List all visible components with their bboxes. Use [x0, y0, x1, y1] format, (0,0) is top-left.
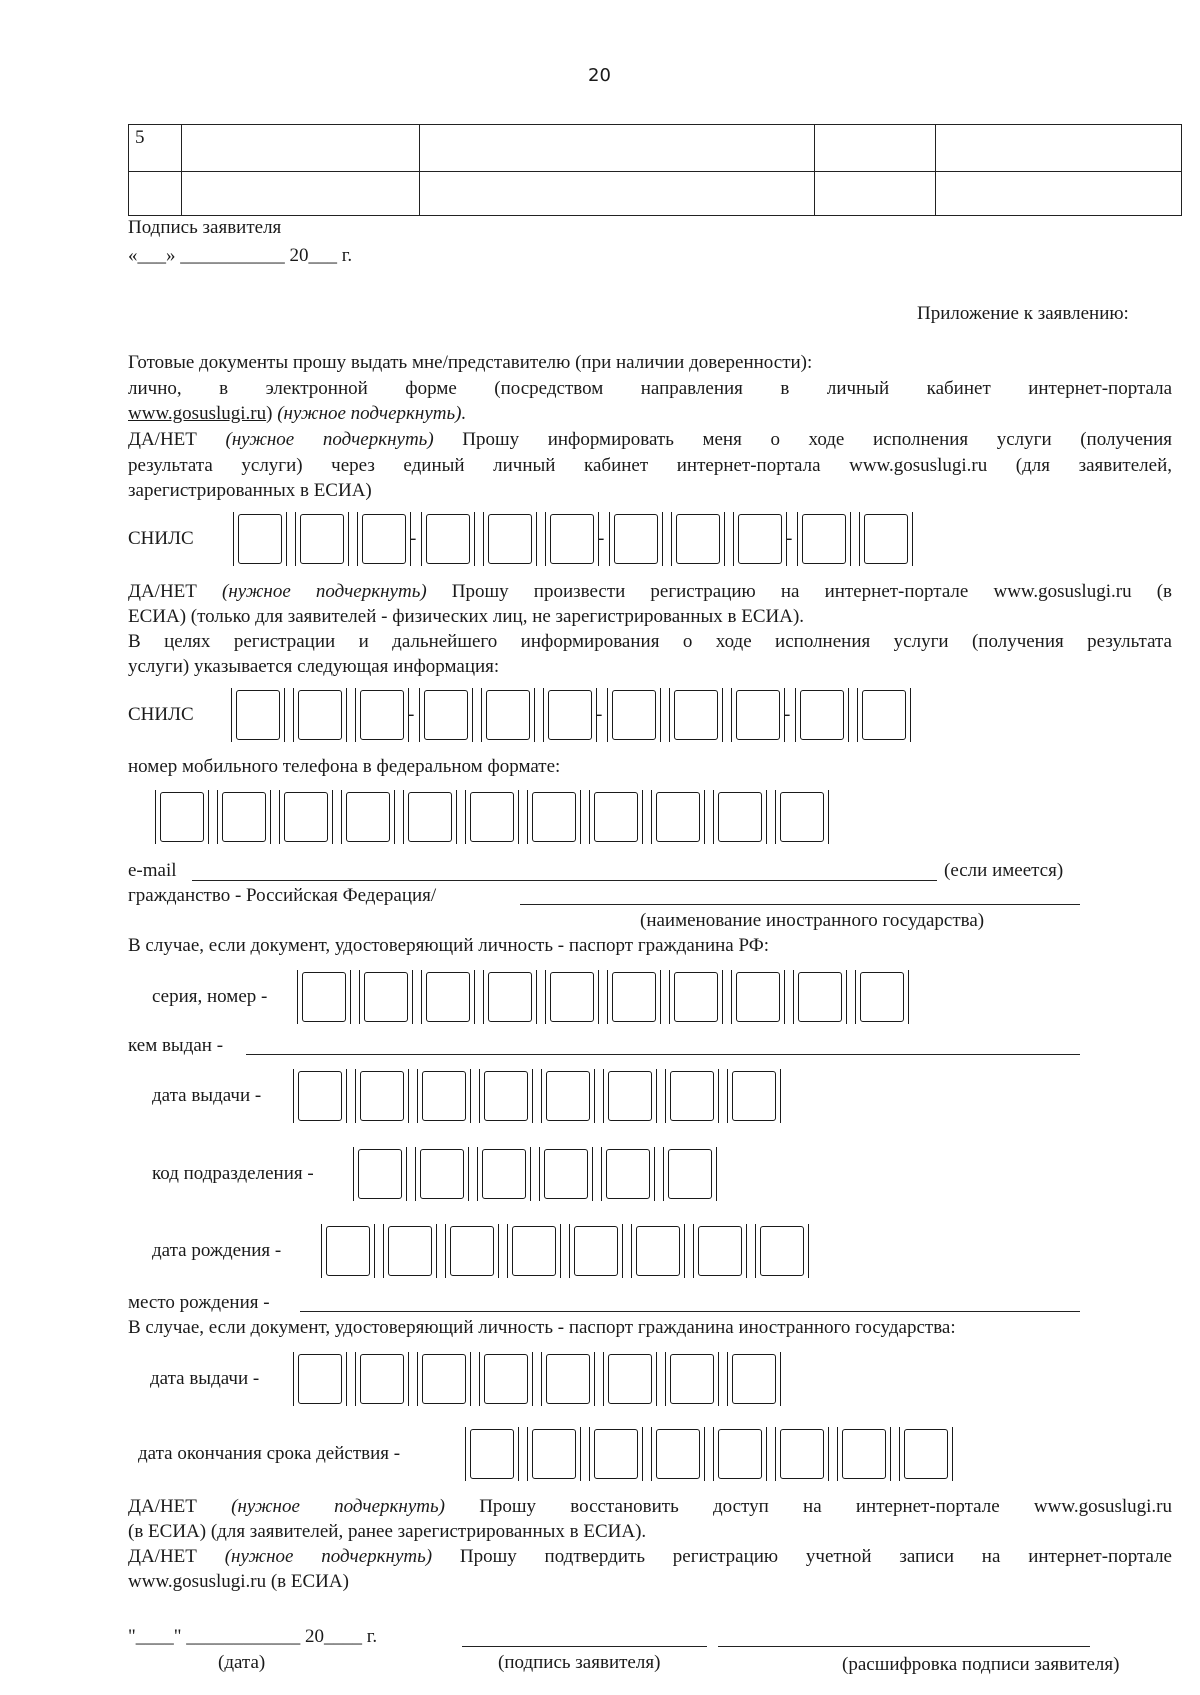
rf-passport-heading: В случае, если документ, удостоверяющий личность - паспорт гражданина РФ:	[128, 935, 769, 956]
delivery-line-1: Готовые документы прошу выдать мне/представителю (при наличии доверенности):	[128, 352, 813, 373]
digit-box[interactable]	[608, 1354, 652, 1404]
register-line-2: ЕСИА) (только для заявителей - физических лиц, не зарегистрированных в ЕСИА).	[128, 606, 805, 627]
digit-box[interactable]	[674, 972, 718, 1022]
confirm-line-1: ДА/НЕТ (нужное подчеркнуть) Прошу подтвердить регистрацию учетной записи на интернет-портале	[128, 1546, 1172, 1567]
restore-line-2: (в ЕСИА) (для заявителей, ранее зарегистрированных в ЕСИА).	[128, 1521, 647, 1542]
digit-box[interactable]	[732, 1071, 776, 1121]
delivery-line-2: лично, в электронной форме (посредством направления в личный кабинет интернет-портала	[128, 378, 1172, 399]
digit-box[interactable]	[670, 1354, 714, 1404]
digit-box[interactable]	[864, 514, 908, 564]
email-suffix: (если имеется)	[944, 860, 1064, 881]
digit-box[interactable]	[842, 1429, 886, 1479]
phone-input[interactable]	[160, 792, 842, 842]
digit-box[interactable]	[594, 1429, 638, 1479]
appendix-label: Приложение к заявлению:	[917, 303, 1129, 324]
table-cell[interactable]	[936, 171, 1182, 216]
signature-date-line: «___» ___________ 20___ г.	[128, 245, 353, 266]
digit-box[interactable]	[238, 514, 282, 564]
bottom-date-line[interactable]: "____" ____________ 20____ г.	[128, 1626, 378, 1647]
email-field[interactable]	[192, 880, 937, 881]
digit-box[interactable]	[738, 514, 782, 564]
register-line-3: В целях регистрации и дальнейшего информирования о ходе исполнения услуги (получения результата	[128, 631, 1172, 652]
table-cell	[129, 171, 182, 216]
decoding-hint: (расшифровка подписи заявителя)	[842, 1654, 1120, 1675]
digit-box[interactable]	[608, 1071, 652, 1121]
delivery-line-3: www.gosuslugi.ru) (нужное подчеркнуть).	[128, 403, 467, 424]
digit-box[interactable]	[674, 690, 718, 740]
signature-hint: (подпись заявителя)	[498, 1652, 661, 1673]
signature-field[interactable]	[462, 1646, 707, 1647]
digit-box[interactable]	[364, 972, 408, 1022]
digit-box[interactable]	[780, 1429, 824, 1479]
digit-box[interactable]	[612, 690, 656, 740]
digit-box[interactable]	[484, 1354, 528, 1404]
digit-box[interactable]	[362, 514, 406, 564]
digit-box[interactable]	[860, 972, 904, 1022]
snils-label: СНИЛС	[128, 704, 194, 725]
snils-input-1[interactable]	[238, 514, 926, 564]
signature-label: Подпись заявителя	[128, 217, 282, 238]
foreign-passport-heading: В случае, если документ, удостоверяющий личность - паспорт гражданина иностранного государства:	[128, 1317, 956, 1338]
digit-box[interactable]	[656, 1429, 700, 1479]
table-cell: 5	[129, 125, 182, 172]
dash-separator: -	[596, 704, 603, 725]
digit-box[interactable]	[450, 1226, 494, 1276]
birth-place-label: место рождения -	[128, 1292, 270, 1313]
inform-line-3: зарегистрированных в ЕСИА)	[128, 480, 372, 501]
digit-box[interactable]	[798, 972, 842, 1022]
digit-box[interactable]	[532, 792, 576, 842]
digit-box[interactable]	[698, 1226, 742, 1276]
table-cell[interactable]	[182, 125, 420, 172]
dash-separator: -	[408, 704, 415, 725]
digit-box[interactable]	[546, 1354, 590, 1404]
digit-box[interactable]	[732, 1354, 776, 1404]
birth-date-label: дата рождения -	[152, 1240, 282, 1261]
citizenship-hint: (наименование иностранного государства)	[640, 910, 985, 931]
digit-box[interactable]	[360, 1354, 404, 1404]
date-hint: (дата)	[218, 1652, 266, 1673]
digit-box[interactable]	[422, 1071, 466, 1121]
digit-box[interactable]	[780, 792, 824, 842]
expiry-date-input[interactable]	[470, 1429, 966, 1479]
dash-separator: -	[786, 528, 793, 549]
expiry-date-label: дата окончания срока действия -	[138, 1443, 401, 1464]
digit-box[interactable]	[802, 514, 846, 564]
snils-input-2[interactable]	[236, 690, 924, 740]
digit-box[interactable]	[360, 690, 404, 740]
inform-line-2: результата услуги) через единый личный кабинет интернет-портала www.gosuslugi.ru (для заявителей,	[128, 455, 1172, 476]
digit-box[interactable]	[676, 514, 720, 564]
issue-date-input[interactable]	[298, 1071, 794, 1121]
digit-box[interactable]	[326, 1226, 370, 1276]
citizenship-field[interactable]	[520, 904, 1080, 905]
digit-box[interactable]	[760, 1226, 804, 1276]
digit-box[interactable]	[358, 1149, 402, 1199]
digit-box[interactable]	[718, 1429, 762, 1479]
digit-box[interactable]	[512, 1226, 556, 1276]
digit-box[interactable]	[420, 1149, 464, 1199]
citizenship-label: гражданство - Российская Федерация/	[128, 885, 437, 906]
digit-box[interactable]	[574, 1226, 618, 1276]
digit-box[interactable]	[298, 1071, 342, 1121]
division-code-label: код подразделения -	[152, 1163, 314, 1184]
birth-date-input[interactable]	[326, 1226, 822, 1276]
digit-box[interactable]	[544, 1149, 588, 1199]
digit-box[interactable]	[488, 972, 532, 1022]
digit-box[interactable]	[426, 972, 470, 1022]
issue-date-label: дата выдачи -	[152, 1085, 262, 1106]
digit-box[interactable]	[636, 1226, 680, 1276]
digit-box[interactable]	[408, 792, 452, 842]
digit-box[interactable]	[302, 972, 346, 1022]
dash-separator: -	[598, 528, 605, 549]
digit-box[interactable]	[422, 1354, 466, 1404]
foreign-issue-date-label: дата выдачи -	[150, 1368, 260, 1389]
digit-box[interactable]	[670, 1071, 714, 1121]
digit-box[interactable]	[862, 690, 906, 740]
digit-box[interactable]	[546, 1071, 590, 1121]
digit-box[interactable]	[236, 690, 280, 740]
digit-box[interactable]	[550, 514, 594, 564]
birth-place-field[interactable]	[300, 1311, 1080, 1312]
issued-by-field[interactable]	[246, 1054, 1080, 1055]
digit-box[interactable]	[548, 690, 592, 740]
digit-box[interactable]	[298, 1354, 342, 1404]
digit-box[interactable]	[594, 792, 638, 842]
table-cell[interactable]	[420, 171, 815, 216]
snils-label: СНИЛС	[128, 528, 194, 549]
digit-box[interactable]	[346, 792, 390, 842]
table-cell[interactable]	[815, 171, 936, 216]
digit-box[interactable]	[470, 1429, 514, 1479]
digit-box[interactable]	[736, 690, 780, 740]
digit-box[interactable]	[606, 1149, 650, 1199]
digit-box[interactable]	[718, 792, 762, 842]
digit-box[interactable]	[284, 792, 328, 842]
digit-box[interactable]	[484, 1071, 528, 1121]
digit-box[interactable]	[470, 792, 514, 842]
digit-box[interactable]	[424, 690, 468, 740]
digit-box[interactable]	[160, 792, 204, 842]
digit-box[interactable]	[612, 972, 656, 1022]
dash-separator: -	[784, 704, 791, 725]
table-cell[interactable]	[182, 171, 420, 216]
series-label: серия, номер -	[152, 986, 268, 1007]
digit-box[interactable]	[300, 514, 344, 564]
digit-box[interactable]	[800, 690, 844, 740]
page-number: 20	[588, 65, 611, 86]
signature-decoding-field[interactable]	[718, 1646, 1090, 1647]
phone-label: номер мобильного телефона в федеральном формате:	[128, 756, 561, 777]
digit-box[interactable]	[298, 690, 342, 740]
digit-box[interactable]	[426, 514, 470, 564]
digit-box[interactable]	[482, 1149, 526, 1199]
issued-by-label: кем выдан -	[128, 1035, 224, 1056]
digit-box[interactable]	[656, 792, 700, 842]
digit-box[interactable]	[532, 1429, 576, 1479]
digit-box[interactable]	[550, 972, 594, 1022]
confirm-line-2: www.gosuslugi.ru (в ЕСИА)	[128, 1571, 349, 1592]
digit-box[interactable]	[668, 1149, 712, 1199]
digit-box[interactable]	[222, 792, 266, 842]
table-cell[interactable]	[936, 125, 1182, 172]
register-line-1: ДА/НЕТ (нужное подчеркнуть) Прошу произвести регистрацию на интернет-портале www.gosuslugi.ru (в	[128, 581, 1172, 602]
foreign-issue-date-input[interactable]	[298, 1354, 794, 1404]
digit-box[interactable]	[614, 514, 658, 564]
dash-separator: -	[410, 528, 417, 549]
gosuslugi-link[interactable]: www.gosuslugi.ru	[128, 403, 267, 424]
restore-line-1: ДА/НЕТ (нужное подчеркнуть) Прошу восстановить доступ на интернет-портале www.gosuslugi.ru	[128, 1496, 1172, 1517]
table-cell[interactable]	[420, 125, 815, 172]
digit-box[interactable]	[360, 1071, 404, 1121]
register-line-4: услуги) указывается следующая информация:	[128, 656, 500, 677]
digit-box[interactable]	[486, 690, 530, 740]
series-number-input[interactable]	[302, 972, 922, 1022]
digit-box[interactable]	[736, 972, 780, 1022]
digit-box[interactable]	[904, 1429, 948, 1479]
inform-line-1: ДА/НЕТ (нужное подчеркнуть) Прошу информировать меня о ходе исполнения услуги (получения	[128, 429, 1172, 450]
digit-box[interactable]	[388, 1226, 432, 1276]
division-code-input[interactable]	[358, 1149, 730, 1199]
email-label: e-mail	[128, 860, 177, 881]
applicant-table	[128, 124, 1182, 216]
digit-box[interactable]	[488, 514, 532, 564]
table-cell[interactable]	[815, 125, 936, 172]
